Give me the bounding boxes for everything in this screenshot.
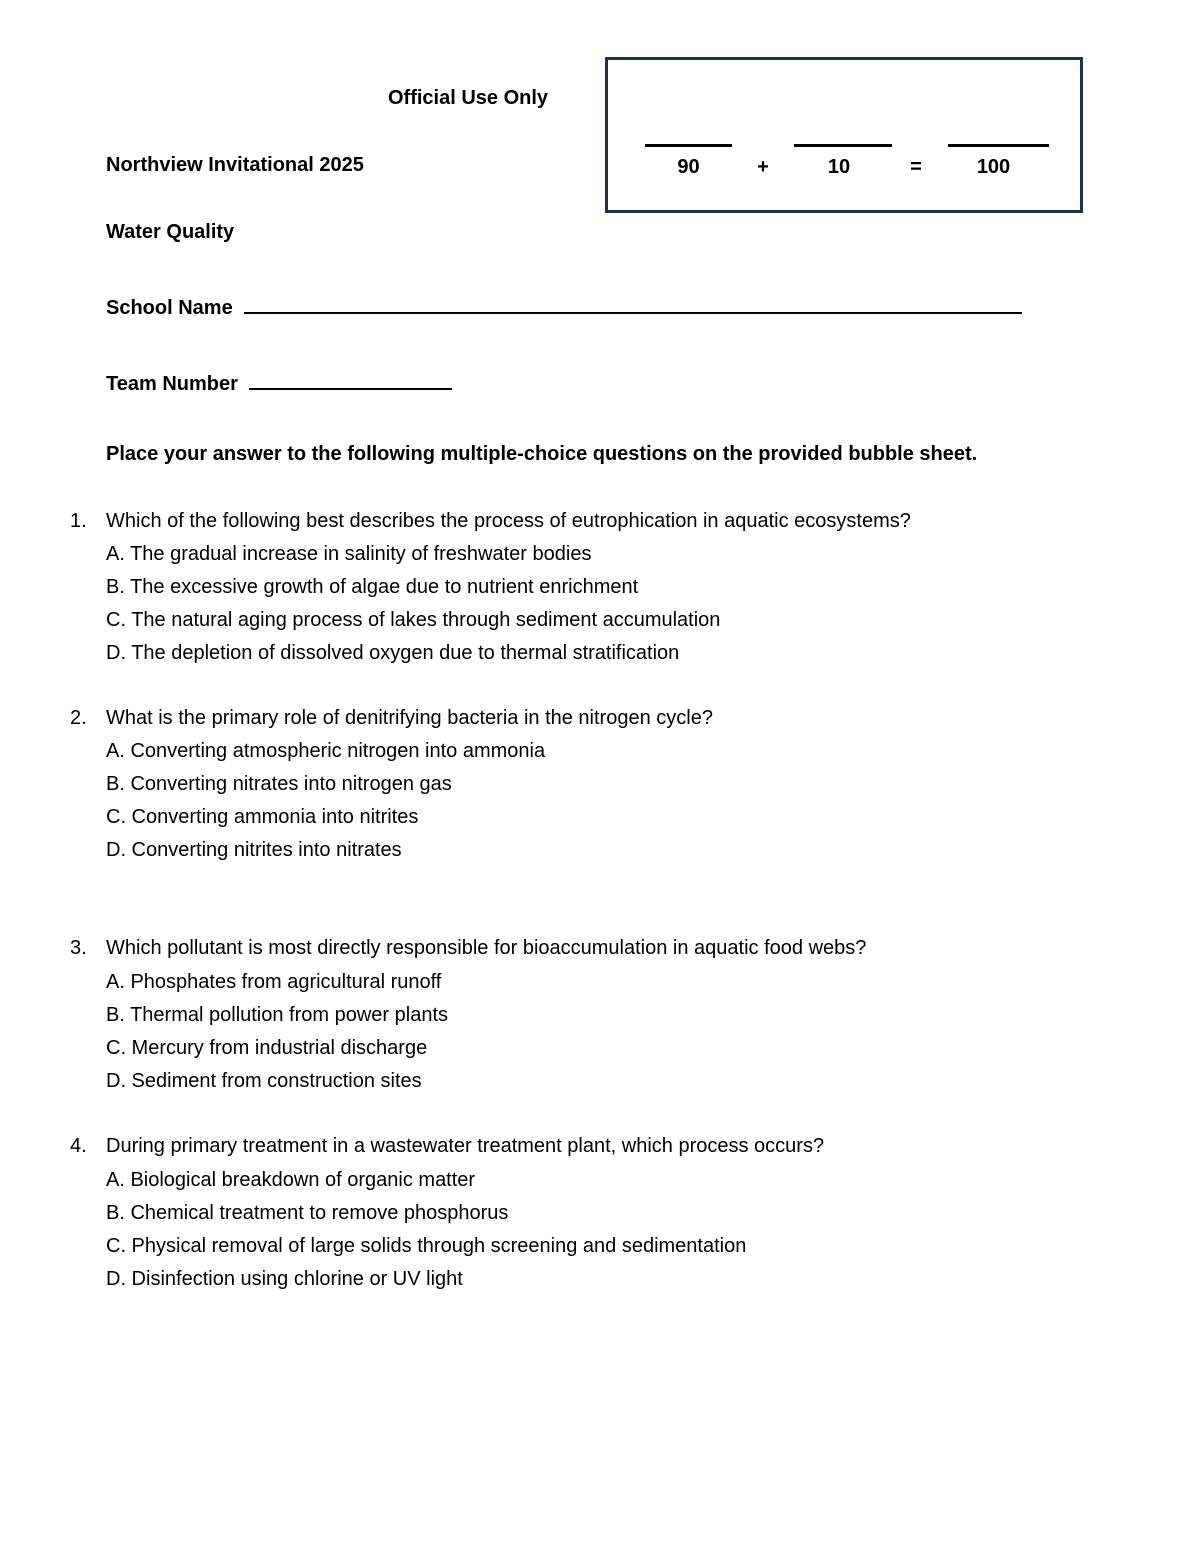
option-d: D. Converting nitrites into nitrates	[106, 839, 402, 861]
score-total-line	[948, 144, 1049, 147]
option-c: C. Mercury from industrial discharge	[106, 1037, 428, 1059]
option-b: B. The excessive growth of algae due to nutrient enrichment	[106, 576, 639, 598]
option-d: D. Disinfection using chlorine or UV light	[106, 1268, 463, 1290]
official-use-label: Official Use Only	[388, 87, 549, 109]
school-name-field[interactable]	[244, 294, 1022, 314]
option-d: D. Sediment from construction sites	[106, 1070, 422, 1092]
question-number: 3.	[70, 937, 87, 959]
option-a: A. Phosphates from agricultural runoff	[106, 971, 442, 993]
team-number-row	[106, 370, 452, 394]
option-b: B. Chemical treatment to remove phosphorus	[106, 1202, 509, 1224]
option-a: A. The gradual increase in salinity of freshwater bodies	[106, 543, 592, 565]
score-part1-line	[645, 144, 732, 147]
question-text: During primary treatment in a wastewater treatment plant, which process occurs?	[106, 1135, 825, 1157]
option-c: C. Physical removal of large solids through screening and sedimentation	[106, 1235, 747, 1257]
option-b: B. Thermal pollution from power plants	[106, 1004, 449, 1026]
option-d: D. The depletion of dissolved oxygen due to thermal stratification	[106, 642, 680, 664]
question-text: Which pollutant is most directly responsible for bioaccumulation in aquatic food webs?	[106, 937, 867, 959]
school-name-row	[106, 294, 1022, 318]
score-box	[605, 57, 1083, 213]
question-number: 4.	[70, 1135, 87, 1157]
question-text: Which of the following best describes the process of eutrophication in aquatic ecosystems?	[106, 510, 911, 532]
subject-title: Water Quality	[106, 221, 235, 243]
school-name-label: School Name	[106, 297, 233, 319]
team-number-label: Team Number	[106, 373, 238, 395]
option-a: A. Biological breakdown of organic matter	[106, 1169, 476, 1191]
instructions: Place your answer to the following multiple-choice questions on the provided bubble sheet.	[106, 443, 978, 465]
event-name: Northview Invitational 2025	[106, 154, 364, 176]
question-number: 1.	[70, 510, 87, 532]
score-plus-sign: +	[757, 156, 769, 178]
score-part1: 90	[677, 156, 700, 178]
team-number-field[interactable]	[249, 370, 452, 390]
score-part2: 10	[827, 156, 851, 178]
option-b: B. Converting nitrates into nitrogen gas	[106, 773, 452, 795]
score-equals-sign: =	[910, 156, 922, 178]
option-c: C. Converting ammonia into nitrites	[106, 806, 419, 828]
question-text: What is the primary role of denitrifying bacteria in the nitrogen cycle?	[106, 707, 713, 729]
question-number: 2.	[70, 707, 87, 729]
score-total: 100	[976, 156, 1011, 178]
option-c: C. The natural aging process of lakes through sediment accumulation	[106, 609, 721, 631]
score-part2-line	[794, 144, 892, 147]
option-a: A. Converting atmospheric nitrogen into ammonia	[106, 740, 546, 762]
